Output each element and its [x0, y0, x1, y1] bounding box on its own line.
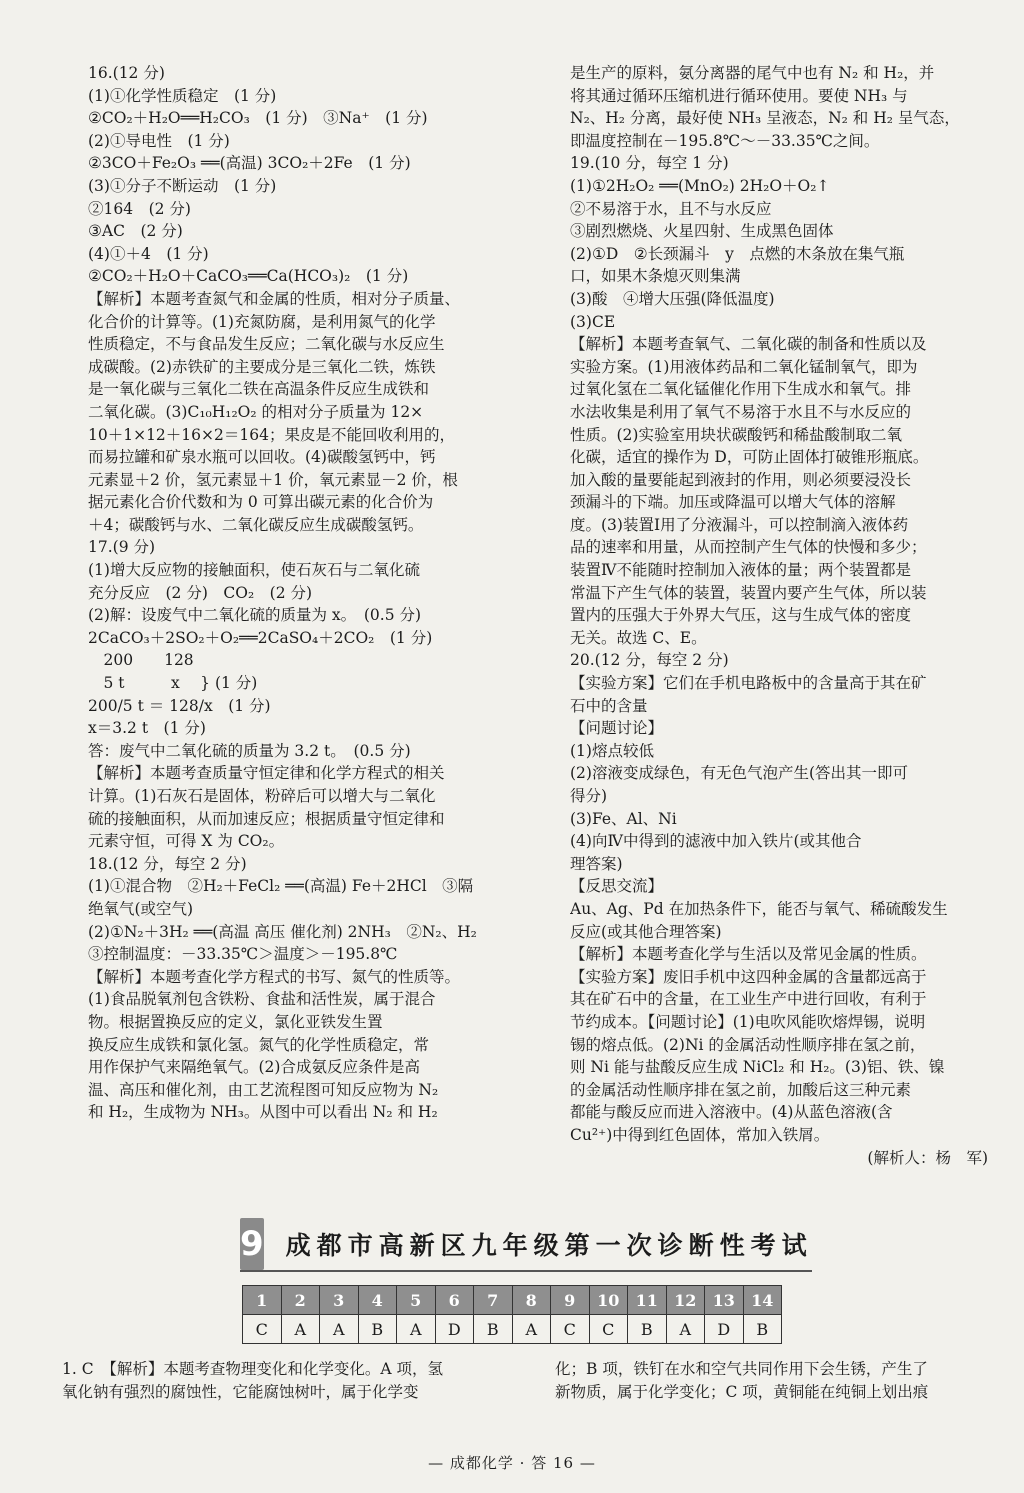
- text-line: 性质稳定，不与食品发生反应；二氧化碳与水反应生: [88, 335, 445, 354]
- text-line: 【解析】本题考查质量守恒定律和化学方程式的相关: [88, 764, 445, 783]
- text-line: 物。根据置换反应的定义，氯化亚铁发生置: [88, 1012, 383, 1031]
- text-line: 【解析】本题考查化学方程式的书写、氮气的性质等。: [88, 967, 461, 986]
- bottom-right-text: [555, 1358, 988, 1403]
- text-line: 反应(或其他合理答案): [570, 922, 722, 941]
- text-line: ②不易溶于水，且不与水反应: [570, 199, 772, 218]
- question-number-cell: 7: [474, 1286, 513, 1315]
- text-line: 实验方案。(1)用液体药品和二氧化锰制氧气，即为: [570, 357, 918, 376]
- text-line: ②CO₂＋H₂O＋CaCO₃══Ca(HCO₃)₂ (1 分): [88, 267, 409, 286]
- question-number-cell: 9: [551, 1286, 590, 1315]
- text-line: 1. C 【解析】本题考查物理变化和化学变化。A 项，氢: [62, 1360, 443, 1378]
- section-number: 9: [240, 1218, 264, 1270]
- answer-cell: A: [281, 1315, 320, 1344]
- text-line: (1)①化学性质稳定 (1 分): [88, 86, 277, 105]
- text-line: 200/5 t ＝ 128/x (1 分): [88, 696, 271, 715]
- text-line: 200 128: [88, 651, 194, 670]
- text-line: 17.(9 分): [88, 538, 156, 557]
- text-line: 元素显＋2 价，氢元素显＋1 价，氧元素显－2 价，根: [88, 470, 458, 489]
- text-line: ③AC (2 分): [88, 222, 183, 241]
- text-line: 品的速率和用量，从而控制产生气体的快慢和多少；: [570, 538, 927, 557]
- text-line: (2)解：设废气中二氧化硫的质量为 x。 (0.5 分): [88, 606, 422, 625]
- text-line: 则 Ni 能与盐酸反应生成 NiCl₂ 和 H₂。(3)铝、铁、镍: [570, 1058, 945, 1077]
- text-line: 硫的接触面积，从而加速反应；根据质量守恒定律和: [88, 809, 445, 828]
- text-line: 计算。(1)石灰石是固体，粉碎后可以增大与二氧化: [88, 787, 436, 805]
- text-line: 【实验方案】它们在手机电路板中的含量高于其在矿: [570, 674, 927, 693]
- text-line: (2)①导电性 (1 分): [88, 131, 230, 150]
- text-line: (1)食品脱氧剂包含铁粉、食盐和活性炭，属于混合: [88, 990, 436, 1009]
- text-line: 氧化钠有强烈的腐蚀性，它能腐蚀树叶，属于化学变: [62, 1382, 419, 1401]
- answer-cell: C: [589, 1315, 628, 1344]
- text-line: 18.(12 分，每空 2 分): [88, 854, 247, 873]
- text-line: 即温度控制在－195.8℃～－33.35℃之间。: [570, 131, 880, 150]
- text-line: 的金属活动性顺序排在氢之前，加酸后这三种元素: [570, 1080, 912, 1099]
- text-line: 节约成本。【问题讨论】(1)电吹风能吹熔焊锡，说明: [570, 1012, 926, 1031]
- text-line: 水法收集是利用了氧气不易溶于水且不与水反应的: [570, 402, 912, 421]
- text-line: x＝3.2 t (1 分): [88, 719, 206, 738]
- text-line: 常温下产生气体的装置，装置内要产生气体，所以装: [570, 583, 927, 602]
- text-line: 10＋1×12＋16×2＝164；果皮是不能回收利用的，: [88, 425, 455, 444]
- text-line: (3)酸 ④增大压强(降低温度): [570, 289, 775, 308]
- question-number-cell: 3: [320, 1286, 359, 1315]
- text-line: 绝氧气(或空气): [88, 899, 194, 918]
- answer-table: [242, 1285, 782, 1344]
- text-line: 将其通过循环压缩机进行循环使用。要使 NH₃ 与: [570, 86, 908, 105]
- text-line: (2)①N₂＋3H₂ ══(高温 高压 催化剂) 2NH₃ ②N₂、H₂: [88, 922, 477, 941]
- text-line: (2)①D ②长颈漏斗 y 点燃的木条放在集气瓶: [570, 244, 905, 263]
- right-column: [570, 62, 988, 1169]
- answer-cell: B: [358, 1315, 397, 1344]
- text-line: 和 H₂，生成物为 NH₃。从图中可以看出 N₂ 和 H₂: [88, 1103, 438, 1122]
- text-line: (1)①2H₂O₂ ══(MnO₂) 2H₂O＋O₂↑: [570, 176, 830, 195]
- question-number-cell: 10: [589, 1286, 628, 1315]
- question-number-cell: 11: [628, 1286, 667, 1315]
- page-footer: — 成都化学 · 答 16 —: [428, 1454, 596, 1472]
- answer-table-number-row: [243, 1286, 782, 1315]
- text-line: 【解析】本题考查化学与生活以及常见金属的性质。: [570, 945, 927, 964]
- text-line: 温、高压和催化剂，由工艺流程图可知反应物为 N₂: [88, 1080, 439, 1099]
- text-line: 得分): [570, 787, 608, 805]
- question-number-cell: 4: [358, 1286, 397, 1315]
- section-banner: [240, 1218, 812, 1270]
- text-line: (1)①混合物 ②H₂＋FeCl₂ ══(高温) Fe＋2HCl ③隔: [88, 877, 474, 896]
- text-line: 装置Ⅳ不能随时控制加入液体的量；两个装置都是: [570, 561, 911, 580]
- answer-cell: D: [705, 1315, 744, 1344]
- text-line: 5 t x } (1 分): [88, 674, 258, 693]
- text-line: Cu²⁺)中得到红色固体，常加入铁屑。: [570, 1125, 830, 1144]
- question-number-cell: 6: [435, 1286, 474, 1315]
- text-line: 而易拉罐和矿泉水瓶可以回收。(4)碳酸氢钙中，钙: [88, 448, 436, 467]
- answer-cell: B: [474, 1315, 513, 1344]
- text-line: 性质。(2)实验室用块状碳酸钙和稀盐酸制取二氧: [570, 425, 902, 444]
- text-line: 都能与酸反应而进入溶液中。(4)从蓝色溶液(含: [570, 1103, 893, 1122]
- text-line: (2)溶液变成绿色，有无色气泡产生(答出其一即可: [570, 764, 909, 783]
- text-line: Au、Ag、Pd 在加热条件下，能否与氧气、稀硫酸发生: [570, 899, 948, 918]
- text-line: (4)①＋4 (1 分): [88, 244, 209, 263]
- text-line: (3)CE: [570, 312, 616, 331]
- answer-cell: C: [551, 1315, 590, 1344]
- text-line: 2CaCO₃＋2SO₂＋O₂══2CaSO₄＋2CO₂ (1 分): [88, 628, 433, 647]
- text-line: N₂、H₂ 分离，最好使 NH₃ 呈液态，N₂ 和 H₂ 呈气态，: [570, 109, 960, 128]
- text-line: 【解析】本题考查氮气和金属的性质，相对分子质量、: [88, 289, 461, 308]
- answer-cell: A: [512, 1315, 551, 1344]
- text-line: 无关。故选 C、E。: [570, 628, 707, 647]
- text-line: (1)熔点较低: [570, 741, 654, 760]
- text-line: 据元素化合价代数和为 0 可算出碳元素的化合价为: [88, 493, 434, 512]
- answer-cell: A: [320, 1315, 359, 1344]
- answer-cell: D: [435, 1315, 474, 1344]
- text-line: 换反应生成铁和氯化氢。氮气的化学性质稳定，常: [88, 1035, 430, 1054]
- text-line: 是一氧化碳与三氧化二铁在高温条件反应生成铁和: [88, 380, 430, 399]
- section-rule: [240, 1270, 812, 1272]
- text-line: 【实验方案】废旧手机中这四种金属的含量都远高于: [570, 967, 927, 986]
- text-line: 【问题讨论】: [570, 719, 664, 738]
- question-number-cell: 5: [397, 1286, 436, 1315]
- text-line: 充分反应 (2 分) CO₂ (2 分): [88, 583, 313, 602]
- text-line: 化碳，适宜的操作为 D，可防止固体打破锥形瓶底。: [570, 448, 929, 467]
- answer-cell: A: [666, 1315, 705, 1344]
- text-line: (4)向Ⅳ中得到的滤液中加入铁片(或其他合: [570, 832, 862, 851]
- text-line: ③剧烈燃烧、火星四射、生成黑色固体: [570, 222, 834, 241]
- question-number-cell: 12: [666, 1286, 705, 1315]
- text-line: 置内的压强大于外界大气压，这与生成气体的密度: [570, 606, 912, 625]
- text-line: 过氧化氢在二氧化锰催化作用下生成水和氧气。排: [570, 380, 912, 399]
- text-line: 是生产的原料，氨分离器的尾气中也有 N₂ 和 H₂，并: [570, 64, 935, 82]
- question-number-cell: 8: [512, 1286, 551, 1315]
- text-line: 加入酸的量要能起到液封的作用，则必须要浸没长: [570, 470, 912, 489]
- section-title: 成都市高新区九年级第一次诊断性考试: [285, 1231, 813, 1260]
- text-line: 化；B 项，铁钉在水和空气共同作用下会生锈，产生了: [555, 1360, 928, 1378]
- answer-cell: A: [397, 1315, 436, 1344]
- text-line: 二氧化碳。(3)C₁₀H₁₂O₂ 的相对分子质量为 12×: [88, 402, 424, 421]
- text-line: (3)①分子不断运动 (1 分): [88, 176, 277, 195]
- answer-table-answer-row: [243, 1315, 782, 1344]
- question-number-cell: 13: [705, 1286, 744, 1315]
- text-line: 度。(3)装置Ⅰ用了分液漏斗，可以控制滴入液体药: [570, 515, 909, 534]
- text-line: 锡的熔点低。(2)Ni 的金属活动性顺序排在氢之前，: [570, 1035, 926, 1054]
- answer-cell: B: [628, 1315, 667, 1344]
- text-line: 用作保护气来隔绝氧气。(2)合成氨反应条件是高: [88, 1058, 420, 1077]
- text-line: 【解析】本题考查氧气、二氧化碳的制备和性质以及: [570, 335, 927, 354]
- text-line: ②3CO＋Fe₂O₃ ══(高温) 3CO₂＋2Fe (1 分): [88, 154, 411, 173]
- bottom-left-text: [62, 1358, 508, 1403]
- text-line: ＋4；碳酸钙与水、二氧化碳反应生成碳酸氢钙。: [88, 515, 424, 534]
- text-line: 答：废气中二氧化硫的质量为 3.2 t。 (0.5 分): [88, 741, 411, 760]
- question-number-cell: 14: [743, 1286, 782, 1315]
- text-line: 20.(12 分，每空 2 分): [570, 651, 729, 670]
- text-line: 成碳酸。(2)赤铁矿的主要成分是三氧化二铁，炼铁: [88, 357, 436, 376]
- text-line: ②CO₂＋H₂O══H₂CO₃ (1 分) ③Na⁺ (1 分): [88, 109, 428, 128]
- text-line: ②164 (2 分): [88, 199, 191, 218]
- text-line: 理答案): [570, 854, 623, 873]
- text-line: ③控制温度：－33.35℃＞温度＞－195.8℃: [88, 945, 398, 964]
- text-line: 口，如果木条熄灭则集满: [570, 267, 741, 286]
- text-line: 【反思交流】: [570, 877, 664, 896]
- text-line: 其在矿石中的含量，在工业生产中进行回收，有利于: [570, 990, 927, 1009]
- text-line: 石中的含量: [570, 696, 648, 715]
- question-number-cell: 2: [281, 1286, 320, 1315]
- left-column: [88, 62, 508, 1124]
- answer-cell: B: [743, 1315, 782, 1344]
- text-line: 化合价的计算等。(1)充氮防腐，是利用氮气的化学: [88, 312, 436, 331]
- answer-cell: C: [243, 1315, 282, 1344]
- text-line: 颈漏斗的下端。加压或降温可以增大气体的溶解: [570, 493, 896, 512]
- text-line: 19.(10 分，每空 1 分): [570, 154, 729, 173]
- text-line: (解析人：杨 军): [867, 1148, 988, 1167]
- text-line: 16.(12 分): [88, 64, 165, 82]
- text-line: 新物质，属于化学变化；C 项，黄铜能在纯铜上划出痕: [555, 1382, 929, 1401]
- text-line: 元素守恒，可得 X 为 CO₂。: [88, 832, 285, 851]
- text-line: (1)增大反应物的接触面积，使石灰石与二氧化硫: [88, 561, 420, 580]
- text-line: (3)Fe、Al、Ni: [570, 809, 677, 828]
- question-number-cell: 1: [243, 1286, 282, 1315]
